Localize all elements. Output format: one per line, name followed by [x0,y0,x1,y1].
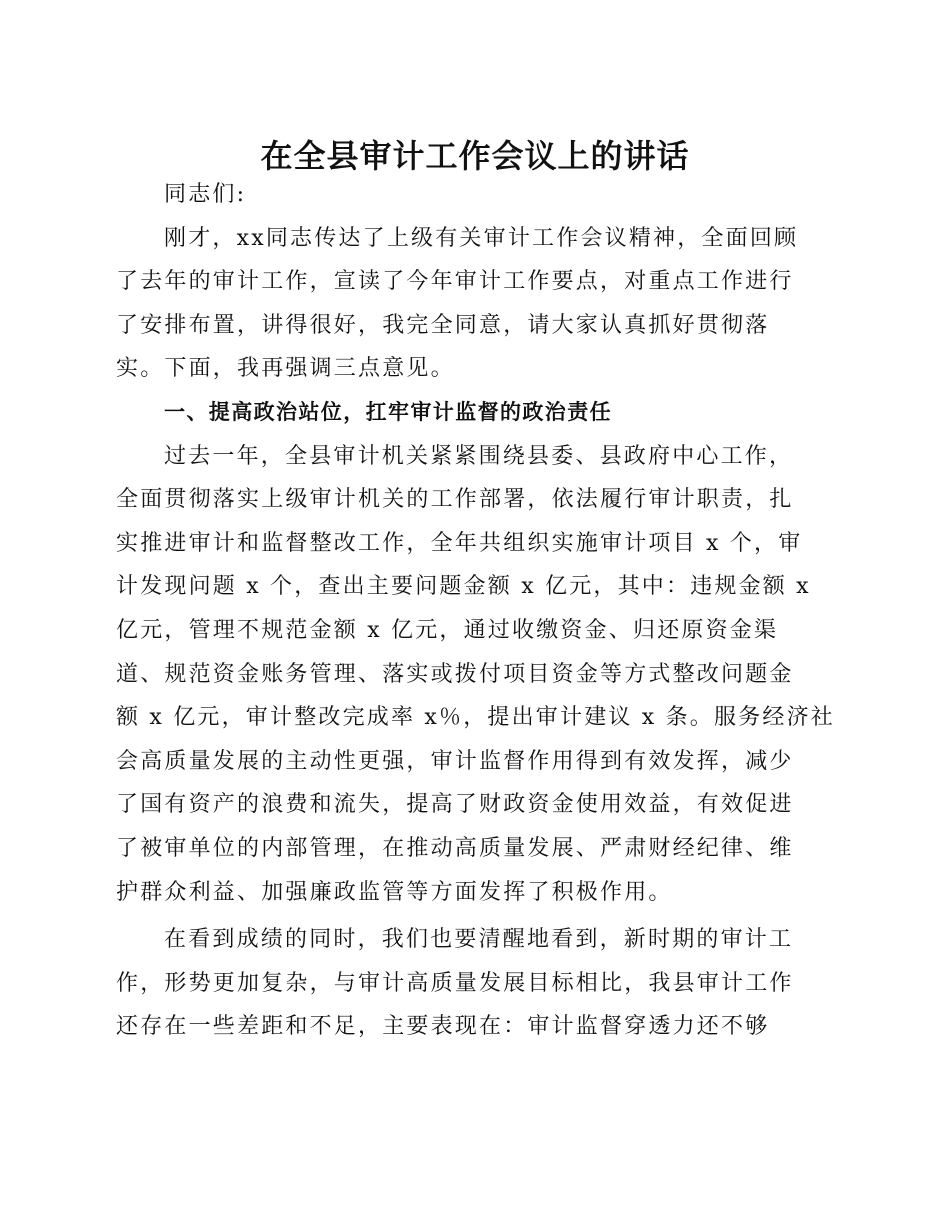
paragraph-1-line-4: 实。下面，我再强调三点意见。 [116,356,455,382]
paragraph-2-line-6: 道、规范资金账务管理、落实或拨付项目资金等方式整改问题金 [116,661,794,687]
paragraph-2-line-4: 计发现问题 x 个，查出主要问题金额 x 亿元，其中：违规金额 x [116,574,811,600]
paragraph-3-line-2: 作，形势更加复杂，与审计高质量发展目标相比，我县审计工作 [116,970,794,996]
paragraph-2-line-9: 了国有资产的浪费和流失，提高了财政资金使用效益，有效促进 [116,792,794,818]
paragraph-3-line-1: 在看到成绩的同时，我们也要清醒地看到，新时期的审计工 [164,927,794,953]
paragraph-2-line-5: 亿元，管理不规范金额 x 亿元，通过收缴资金、归还原资金渠 [116,617,779,643]
paragraph-1-line-3: 了安排布置，讲得很好，我完全同意，请大家认真抓好贯彻落 [116,312,770,338]
paragraph-2-line-3: 实推进审计和监督整改工作，全年共组织实施审计项目 x 个，审 [116,530,803,556]
section-heading-1: 一、提高政治站位，扛牢审计监督的政治责任 [164,399,612,424]
paragraph-3-line-3: 还存在一些差距和不足，主要表现在：审计监督穿透力还不够 [116,1014,770,1040]
paragraph-2-line-2: 全面贯彻落实上级审计机关的工作部署，依法履行审计职责，扎 [116,487,794,513]
paragraph-2-line-7: 额 x 亿元，审计整改完成率 x％，提出审计建议 x 条。服务经济社 [116,705,835,731]
paragraph-1-line-1: 刚才，xx同志传达了上级有关审计工作会议精神，全面回顾 [164,225,799,251]
paragraph-2-line-1: 过去一年，全县审计机关紧紧围绕县委、县政府中心工作， [164,443,794,469]
salutation-line: 同志们: [164,182,247,207]
document-body [116,168,835,1049]
paragraph-2-line-11: 护群众利益、加强廉政监管等方面发挥了积极作用。 [116,879,673,905]
document-title: 在全县审计工作会议上的讲话 [260,137,690,175]
paragraph-2-line-10: 了被审单位的内部管理，在推动高质量发展、严肃财经纪律、维 [116,835,794,861]
paragraph-2-line-8: 会高质量发展的主动性更强，审计监督作用得到有效发挥，减少 [116,748,794,774]
paragraph-1-line-2: 了去年的审计工作，宣读了今年审计工作要点，对重点工作进行 [116,269,794,295]
